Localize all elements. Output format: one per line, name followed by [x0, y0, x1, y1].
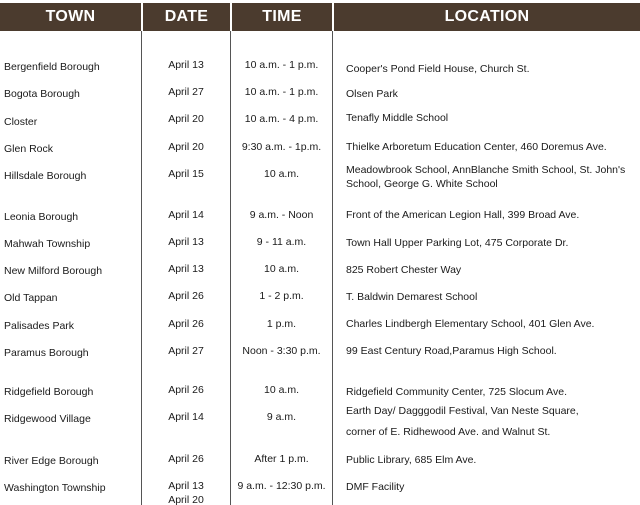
location-cell: Cooper's Pond Field House, Church St.	[346, 63, 530, 75]
header-town: TOWN	[0, 3, 141, 31]
time-cell: 9:30 a.m. - 1p.m.	[241, 141, 322, 153]
location-cell: Town Hall Upper Parking Lot, 475 Corporate Dr.	[346, 237, 569, 249]
date-cell: April 13	[168, 236, 204, 248]
header-date: DATE	[143, 3, 230, 31]
date-cell: April 26	[168, 453, 204, 465]
date-cell: April 13	[168, 263, 204, 275]
header-location: LOCATION	[334, 3, 640, 31]
town-cell: Hillsdale Borough	[4, 170, 87, 182]
date-cell-secondary: April 20	[168, 494, 204, 505]
town-cell: Old Tappan	[4, 292, 58, 304]
date-cell: April 15	[168, 168, 204, 180]
location-cell: Public Library, 685 Elm Ave.	[346, 454, 477, 466]
town-cell: Glen Rock	[4, 143, 54, 155]
location-cell: T. Baldwin Demarest School	[346, 291, 478, 303]
date-cell: April 20	[168, 141, 204, 153]
location-cell: Earth Day/ Dagggodil Festival, Van Neste Square,	[346, 405, 579, 417]
date-cell: April 14	[168, 209, 204, 221]
time-cell: 1 p.m.	[266, 318, 297, 330]
date-cell: April 27	[168, 86, 204, 98]
time-cell: 10 a.m. - 1 p.m.	[244, 86, 319, 98]
town-cell: Leonia Borough	[4, 211, 79, 223]
time-cell: 10 a.m.	[263, 384, 300, 396]
location-cell: 99 East Century Road,Paramus High School.	[346, 345, 557, 357]
time-cell: 9 a.m.	[266, 411, 297, 423]
location-cell-secondary: corner of E. Ridhewood Ave. and Walnut St.	[346, 426, 551, 438]
date-cell: April 20	[168, 113, 204, 125]
town-cell: Washington Township	[4, 482, 106, 494]
town-cell: Closter	[4, 116, 38, 128]
town-cell: Ridgewood Village	[4, 413, 91, 425]
date-cell: April 14	[168, 411, 204, 423]
location-cell: Charles Lindbergh Elementary School, 401 Glen Ave.	[346, 318, 595, 330]
location-cell: Olsen Park	[346, 88, 398, 100]
time-cell: 1 - 2 p.m.	[259, 290, 304, 302]
date-cell: April 26	[168, 290, 204, 302]
town-cell: Bergenfield Borough	[4, 61, 100, 73]
time-cell: 9 a.m. - 12:30 p.m.	[237, 480, 326, 492]
town-cell: River Edge Borough	[4, 455, 99, 467]
town-cell: Bogota Borough	[4, 88, 80, 100]
header-time: TIME	[232, 3, 332, 31]
town-cell: Ridgefield Borough	[4, 386, 94, 398]
location-cell: Ridgefield Community Center, 725 Slocum Ave.	[346, 386, 568, 398]
town-cell: New Milford Borough	[4, 265, 103, 277]
date-cell: April 26	[168, 318, 204, 330]
time-cell: Noon - 3:30 p.m.	[242, 345, 321, 357]
location-cell: Tenafly Middle School	[346, 112, 449, 124]
date-cell: April 13	[168, 480, 204, 492]
location-cell: Meadowbrook School, AnnBlanche Smith School, St. John's School, George G. White School	[346, 164, 626, 190]
date-cell: April 26	[168, 384, 204, 396]
date-cell: April 13	[168, 59, 204, 71]
time-cell: 10 a.m.	[263, 168, 300, 180]
column-divider	[332, 31, 333, 505]
town-cell: Mahwah Township	[4, 238, 91, 250]
time-cell: 10 a.m. - 4 p.m.	[244, 113, 319, 125]
town-cell: Paramus Borough	[4, 347, 89, 359]
location-cell: Front of the American Legion Hall, 399 Broad Ave.	[346, 209, 580, 221]
location-cell: 825 Robert Chester Way	[346, 264, 462, 276]
date-cell: April 27	[168, 345, 204, 357]
location-cell: DMF Facility	[346, 481, 405, 493]
time-cell: 10 a.m.	[263, 263, 300, 275]
town-cell: Palisades Park	[4, 320, 75, 332]
time-cell: 9 - 11 a.m.	[256, 236, 307, 248]
time-cell: 9 a.m. - Noon	[249, 209, 314, 221]
location-cell: Thielke Arboretum Education Center, 460 Doremus Ave.	[346, 141, 607, 153]
time-cell: After 1 p.m.	[254, 453, 309, 465]
time-cell: 10 a.m. - 1 p.m.	[244, 59, 319, 71]
